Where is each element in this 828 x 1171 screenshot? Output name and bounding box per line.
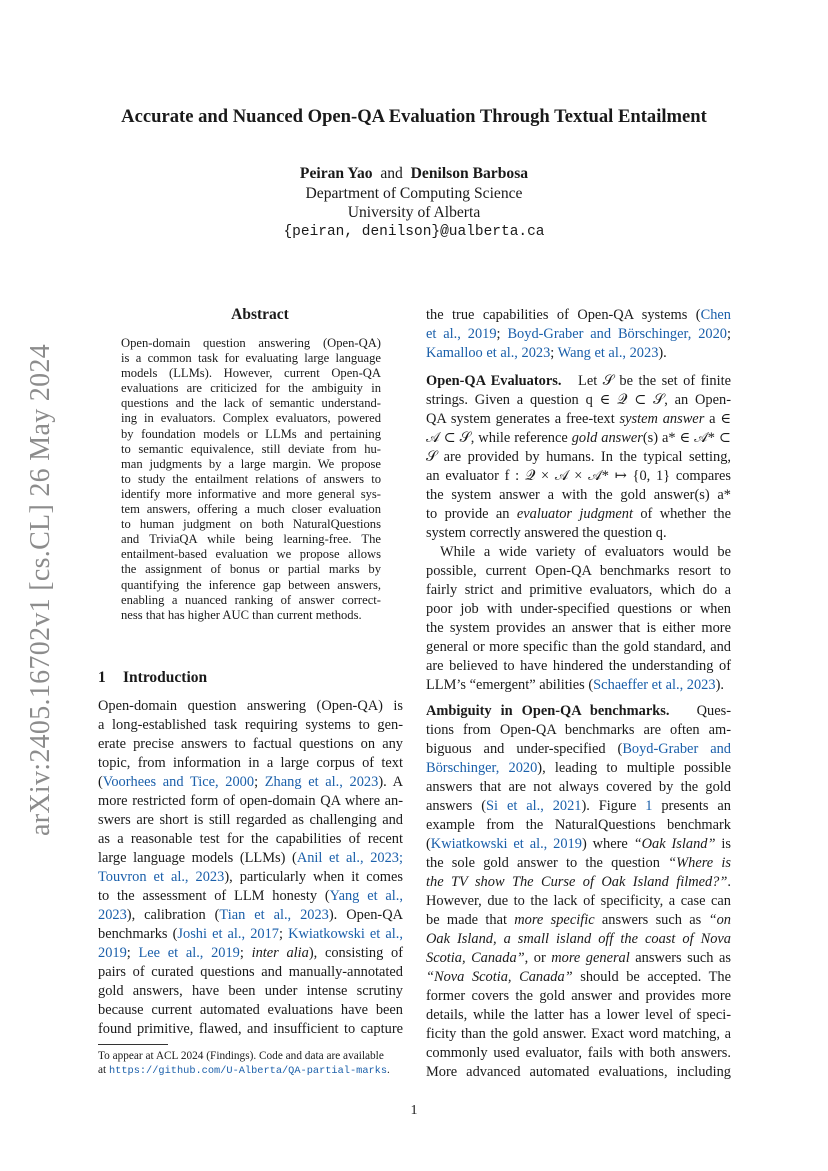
text-line: 𝒮 are provided by humans. In the typical setting, bbox=[426, 449, 731, 465]
text-span: . bbox=[727, 874, 731, 890]
abstract-line: to human judgment on both NaturalQuestions bbox=[121, 517, 381, 532]
text-span: ). bbox=[658, 345, 667, 361]
italic-text: Scotia, Canada” bbox=[426, 950, 525, 966]
text-span: at bbox=[98, 1064, 109, 1076]
text-span: ), consisting of bbox=[308, 945, 403, 961]
ambiguity-paragraph bbox=[426, 702, 731, 1082]
author-1: Peiran Yao bbox=[299, 165, 373, 182]
text-line: However, due to the lack of specificity, a case can bbox=[426, 893, 731, 909]
figure-ref-link[interactable]: 1 bbox=[645, 798, 653, 814]
text-line bbox=[98, 944, 403, 963]
paper-title: Accurate and Nuanced Open-QA Evaluation Through Textual Entailment bbox=[121, 106, 707, 127]
text-line: gold answers, have been under intense scrutiny bbox=[98, 983, 403, 999]
italic-text: more specific bbox=[514, 912, 595, 928]
citation-link[interactable]: 2023 bbox=[98, 907, 127, 923]
text-span: benchmarks ( bbox=[98, 926, 178, 942]
text-line: more restricted form of open-domain QA where an- bbox=[98, 793, 403, 809]
page-number: 1 bbox=[410, 1103, 418, 1118]
text-line: tions from Open-QA benchmarks are often am- bbox=[426, 722, 731, 738]
text-span: QA system generates a free-text bbox=[426, 411, 620, 427]
text-line: More advanced automated evaluations, including bbox=[426, 1064, 731, 1080]
text-line: pairs of curated questions and manually-annotated bbox=[98, 964, 403, 980]
text-span: ; bbox=[126, 945, 139, 961]
text-span: (s) a* ∈ 𝒜* ⊂ bbox=[642, 430, 731, 446]
abstract-line: enabling a nuanced ranking of answer correct- bbox=[121, 592, 381, 607]
text-line bbox=[426, 325, 731, 344]
abstract-line: questions and the lack of semantic understand- bbox=[121, 396, 381, 411]
text-line bbox=[426, 410, 731, 429]
text-span: ), particularly when it comes bbox=[224, 869, 403, 885]
italic-text: gold answer bbox=[571, 430, 643, 446]
italic-text: Oak Island, a small island off the coast of Nova bbox=[426, 931, 731, 947]
citation-link[interactable]: Kwiatkowski et al., bbox=[288, 926, 403, 942]
italic-text: inter alia bbox=[251, 945, 309, 961]
text-span: ). bbox=[715, 677, 724, 693]
text-span: ; bbox=[727, 326, 731, 342]
text-line: as a reasonable test for the capabilities of recent bbox=[98, 831, 403, 847]
text-span: of whether the bbox=[632, 506, 731, 522]
abstract-line: the assignment of bonus or partial marks by bbox=[121, 562, 381, 577]
citation-link[interactable]: Anil et al., 2023; bbox=[296, 850, 403, 866]
text-span: answers ( bbox=[426, 798, 487, 814]
text-span: ; bbox=[254, 774, 265, 790]
text-line: ficity than the gold answer. Exact word matching, a bbox=[426, 1026, 731, 1042]
text-line: strings. Given a question q ∈ 𝒬 ⊂ 𝒮, an Open- bbox=[426, 392, 731, 408]
text-line bbox=[426, 968, 731, 987]
text-line: the system provides an answer that is either more bbox=[426, 620, 731, 636]
text-span: answers such as bbox=[629, 950, 731, 966]
text-line bbox=[426, 949, 731, 968]
text-span: large language models (LLMs) ( bbox=[98, 850, 297, 866]
text-line: system correctly answered the question q. bbox=[426, 525, 667, 541]
text-span: . bbox=[387, 1064, 390, 1076]
text-line: (Kwiatkowski et al., 2019) where “Oak Island” is bbox=[426, 836, 731, 852]
italic-text: “Nova Scotia, Canada” bbox=[426, 969, 573, 985]
text-line: details, while the latter has a lower level of speci- bbox=[426, 1007, 731, 1023]
author-names bbox=[200, 164, 628, 184]
text-line: are believed to have hindered the understanding of bbox=[426, 658, 731, 674]
text-span: to the assessment of LLM honesty ( bbox=[98, 888, 330, 904]
abstract-line: models (LLMs). However, current Open-QA bbox=[121, 366, 381, 381]
abstract-line: to study the entailment relations of answers to bbox=[121, 471, 381, 486]
abstract-line: ness that has higher AUC than current methods. bbox=[121, 607, 362, 622]
author-email: {peiran, denilson}@ualberta.ca bbox=[283, 223, 545, 240]
section-heading-introduction bbox=[98, 669, 207, 687]
text-line bbox=[426, 306, 731, 325]
text-line: the system answer a with the gold answer(s) a* bbox=[426, 487, 731, 503]
text-span: be made that bbox=[426, 912, 515, 928]
text-line bbox=[426, 759, 731, 778]
arxiv-stamp bbox=[21, 343, 61, 837]
text-line bbox=[426, 740, 731, 759]
citation-link[interactable]: Boyd-Graber and bbox=[622, 741, 731, 757]
arxiv-stamp-text: arXiv:2405.16702v1 [cs.CL] 26 May 2024 bbox=[25, 343, 56, 837]
text-line: found primitive, flawed, and insufficient to capture bbox=[98, 1021, 403, 1037]
text-span: ; bbox=[279, 926, 289, 942]
text-line: general or more specific than the gold standard, and bbox=[426, 639, 731, 655]
section-number: 1 bbox=[98, 669, 106, 686]
text-line bbox=[426, 429, 731, 448]
text-line: fairly strict and primitive evaluators, which do a bbox=[426, 582, 731, 598]
evaluators-paragraph bbox=[426, 372, 731, 695]
text-line bbox=[98, 925, 403, 944]
text-line bbox=[426, 505, 731, 524]
text-line: (Voorhees and Tice, 2000; Zhang et al., 2023). A bbox=[98, 774, 403, 790]
citation-link[interactable]: Wang et al., 2023 bbox=[557, 345, 659, 361]
text-span: should be accepted. The bbox=[572, 969, 731, 985]
text-span: ). Figure bbox=[581, 798, 646, 814]
author-block bbox=[200, 164, 628, 242]
text-span: is bbox=[715, 836, 731, 852]
text-line: Open-domain question answering (Open-QA) is bbox=[98, 698, 403, 714]
citation-link[interactable]: Voorhees and Tice, 2000 bbox=[102, 774, 255, 790]
text-span: , or bbox=[524, 950, 552, 966]
text-span: a ∈ bbox=[704, 411, 731, 427]
italic-text: “Where is bbox=[668, 855, 731, 871]
italic-text: the TV show The Curse of Oak Island filmed?” bbox=[426, 874, 728, 890]
author-conj: and bbox=[380, 165, 403, 182]
citation-link[interactable]: Chen bbox=[700, 307, 731, 323]
text-line: swers are short is still regarded as challenging and bbox=[98, 812, 403, 828]
abstract-body bbox=[121, 336, 381, 623]
text-line bbox=[426, 702, 731, 721]
text-line bbox=[426, 676, 731, 695]
text-span: LLM’s “emergent” abilities ( bbox=[426, 677, 594, 693]
citation-link[interactable]: Joshi et al., 2017 bbox=[177, 926, 279, 942]
text-span: ; bbox=[550, 345, 558, 361]
abstract-line: Open-domain question answering (Open-QA) bbox=[121, 336, 381, 350]
italic-text: “Oak Island” bbox=[633, 836, 716, 852]
text-span: ), leading to multiple possible bbox=[537, 760, 731, 776]
citation-link[interactable]: 2019 bbox=[98, 945, 127, 961]
abstract-line: quantifying the inference gap between answers, bbox=[121, 577, 381, 592]
text-line bbox=[426, 930, 731, 949]
text-span: to provide an bbox=[426, 506, 517, 522]
text-span: presents an bbox=[652, 798, 732, 814]
text-line: a long-established task requiring systems to gen- bbox=[98, 717, 403, 733]
text-span: ) where bbox=[581, 836, 634, 852]
text-span: ). A bbox=[378, 774, 403, 790]
paragraph-heading: Open-QA Evaluators. bbox=[426, 373, 562, 389]
citation-link[interactable]: Zhang et al., 2023 bbox=[264, 774, 379, 790]
text-line bbox=[98, 868, 403, 887]
text-span: ). Open-QA bbox=[328, 907, 403, 923]
text-line bbox=[98, 849, 403, 868]
department: Department of Computing Science bbox=[305, 184, 523, 202]
footnote-line bbox=[98, 1063, 408, 1078]
repo-link[interactable]: https://github.com/U-Alberta/QA-partial-marks bbox=[108, 1065, 388, 1077]
paragraph-heading: Ambiguity in Open-QA benchmarks. bbox=[426, 703, 670, 719]
text-span: biguous and under-specified ( bbox=[426, 741, 623, 757]
text-line: an evaluator f : 𝒬 × 𝒜 × 𝒜* ↦ {0, 1} compares bbox=[426, 468, 731, 484]
abstract-line: ing in evaluators. Complex evaluators, powered bbox=[121, 411, 381, 426]
footnote-rule bbox=[98, 1044, 168, 1045]
text-line: former covers the gold answer and provides more bbox=[426, 988, 731, 1004]
citation-link[interactable]: et al., 2019 bbox=[426, 326, 497, 342]
abstract-line: evaluations are criticized for the ambiguity in bbox=[121, 381, 381, 396]
text-span: the sole gold answer to the question bbox=[426, 855, 669, 871]
abstract-heading: Abstract bbox=[231, 306, 289, 323]
text-line: While a wide variety of evaluators would be bbox=[440, 544, 731, 560]
text-line bbox=[426, 873, 731, 892]
text-span: the true capabilities of Open-QA systems ( bbox=[426, 307, 701, 323]
text-line: possible, current Open-QA benchmarks resort to bbox=[426, 563, 731, 579]
abstract-line: man judgments by a large margin. We propose bbox=[121, 456, 381, 471]
text-line bbox=[98, 906, 403, 925]
text-span: ; bbox=[239, 945, 252, 961]
footnote-line: To appear at ACL 2024 (Findings). Code and data are available bbox=[98, 1050, 384, 1062]
citation-link[interactable]: Lee et al., 2019 bbox=[138, 945, 240, 961]
citation-link[interactable]: Touvron et al., 2023 bbox=[98, 869, 225, 885]
abstract-line: and TriviaQA while being learning-free. The bbox=[121, 532, 381, 547]
section-title: Introduction bbox=[123, 669, 208, 686]
abstract-line: tem answers, offering a much closer evaluation bbox=[121, 502, 381, 517]
text-span: Let 𝒮 be the set of finite bbox=[578, 373, 732, 389]
text-line: answers that are not always covered by the gold bbox=[426, 779, 731, 795]
citation-link[interactable]: Boyd-Graber and Börschinger, 2020 bbox=[507, 326, 727, 342]
text-line bbox=[426, 911, 731, 930]
text-span: ), calibration ( bbox=[126, 907, 220, 923]
citation-link[interactable]: Yang et al., bbox=[329, 888, 403, 904]
university: University of Alberta bbox=[347, 204, 481, 221]
italic-text: evaluator judgment bbox=[516, 506, 633, 522]
text-span: 𝒜 ⊂ 𝒮, while reference bbox=[426, 430, 572, 446]
text-span: Ques- bbox=[696, 703, 732, 719]
text-span: answers such as bbox=[594, 912, 709, 928]
citation-link[interactable]: Schaeffer et al., 2023 bbox=[593, 677, 716, 693]
intro-body bbox=[98, 697, 403, 1039]
citation-link[interactable]: Kamalloo et al., 2023 bbox=[426, 345, 551, 361]
citation-link[interactable]: Börschinger, 2020 bbox=[426, 760, 538, 776]
footnote bbox=[98, 1049, 408, 1078]
text-line bbox=[426, 344, 731, 363]
italic-text: more general bbox=[551, 950, 630, 966]
text-line bbox=[426, 797, 731, 816]
abstract-line: is a common task for evaluating large language bbox=[121, 351, 381, 366]
right-column bbox=[426, 306, 731, 363]
text-line: poor job with under-specified questions or when bbox=[426, 601, 731, 617]
text-line bbox=[98, 887, 403, 906]
author-2: Denilson Barbosa bbox=[410, 165, 529, 182]
citation-link[interactable]: Tian et al., 2023 bbox=[219, 907, 329, 923]
text-line: because current automated evaluations have been bbox=[98, 1002, 403, 1018]
text-span: ; bbox=[496, 326, 508, 342]
abstract-line: identify more informative and more general sys- bbox=[121, 486, 381, 501]
italic-text: “on bbox=[708, 912, 731, 928]
abstract-line: entailment-based evaluation we propose allows bbox=[121, 547, 381, 562]
text-line: erate precise answers to factual questions on any bbox=[98, 736, 403, 752]
citation-link[interactable]: Kwiatkowski et al., 2019 bbox=[430, 836, 582, 852]
abstract-line: to semantic equivalence, still deviate from hu- bbox=[121, 441, 381, 456]
italic-text: system answer bbox=[619, 411, 705, 427]
abstract-line: by foundation models or LLMs and pertaining bbox=[121, 426, 381, 441]
text-line bbox=[426, 372, 731, 391]
text-line: example from the NaturalQuestions benchmark bbox=[426, 817, 731, 833]
citation-link[interactable]: Si et al., 2021 bbox=[486, 798, 582, 814]
text-line bbox=[426, 854, 731, 873]
text-line: commonly used evaluator, fails with both answers. bbox=[426, 1045, 731, 1061]
text-line: topic, from information in a large corpus of text bbox=[98, 755, 403, 771]
